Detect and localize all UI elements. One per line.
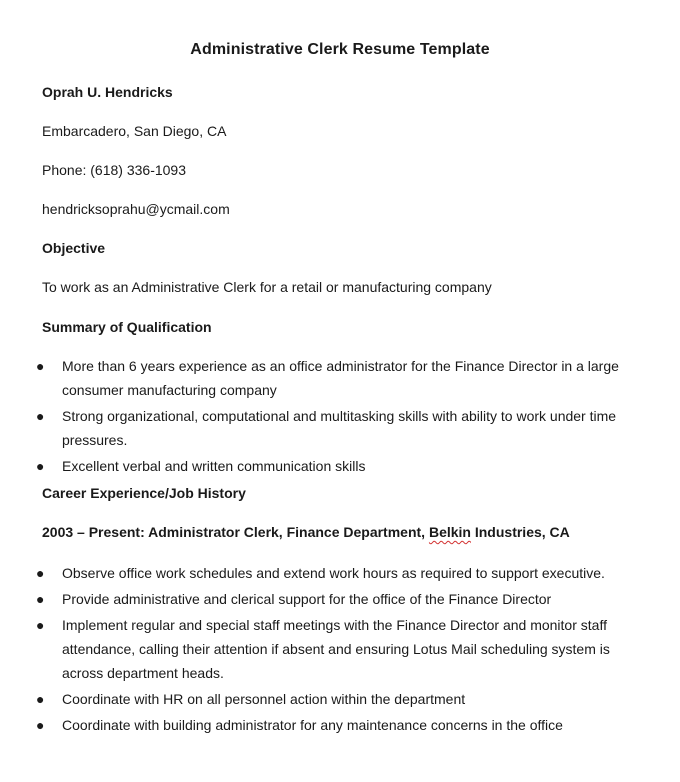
list-item	[0, 587, 680, 611]
bullet-icon: ●	[36, 458, 45, 474]
document-title: Administrative Clerk Resume Template	[190, 41, 490, 58]
list-item-text: More than 6 years experience as an office administrator for the Finance Director in a large consumer manufacturing company	[62, 358, 619, 398]
list-item-text: Observe office work schedules and extend work hours as required to support executive.	[62, 565, 605, 581]
list-item	[0, 454, 680, 478]
career-heading: Career Experience/Job History	[42, 485, 246, 501]
job-company-name: Belkin	[428, 524, 471, 540]
list-item-text: Excellent verbal and written communication skills	[62, 458, 366, 474]
job-title	[42, 524, 570, 540]
list-item-text: Strong organizational, computational and multitasking skills with ability to work under time pressures.	[62, 408, 617, 448]
list-item-text: Coordinate with HR on all personnel action within the department	[62, 691, 466, 707]
bullet-icon: ●	[36, 617, 45, 633]
list-item-text: Coordinate with building administrator for any maintenance concerns in the office	[62, 717, 563, 733]
objective-text: To work as an Administrative Clerk for a retail or manufacturing company	[42, 279, 492, 295]
bullet-icon: ●	[36, 591, 45, 607]
bullet-icon: ●	[36, 565, 45, 581]
job-title-prefix: 2003 – Present: Administrator Clerk, Finance Department,	[42, 524, 429, 540]
candidate-email: hendricksoprahu@ycmail.com	[42, 201, 230, 217]
career-duties-list	[0, 561, 680, 739]
candidate-name: Oprah U. Hendricks	[42, 84, 173, 100]
list-item	[0, 713, 680, 737]
qualifications-list	[0, 354, 680, 480]
qualifications-heading: Summary of Qualification	[42, 319, 212, 335]
list-item	[0, 354, 680, 402]
bullet-icon: ●	[36, 358, 45, 374]
list-item-text: Provide administrative and clerical support for the office of the Finance Director	[62, 591, 552, 607]
bullet-icon: ●	[36, 691, 45, 707]
candidate-address: Embarcadero, San Diego, CA	[42, 123, 227, 139]
list-item	[0, 687, 680, 711]
candidate-phone: Phone: (618) 336-1093	[42, 162, 186, 178]
list-item	[0, 613, 680, 685]
bullet-icon: ●	[36, 408, 45, 424]
list-item-text: Implement regular and special staff meetings with the Finance Director and monitor staff attendance, calling their attention if absent and ensuring Lotus Mail scheduling system is across department heads.	[62, 617, 610, 681]
list-item	[0, 561, 680, 585]
list-item	[0, 404, 680, 452]
objective-heading: Objective	[42, 240, 106, 256]
job-title-suffix: Industries, CA	[470, 524, 570, 540]
bullet-icon: ●	[36, 717, 45, 733]
